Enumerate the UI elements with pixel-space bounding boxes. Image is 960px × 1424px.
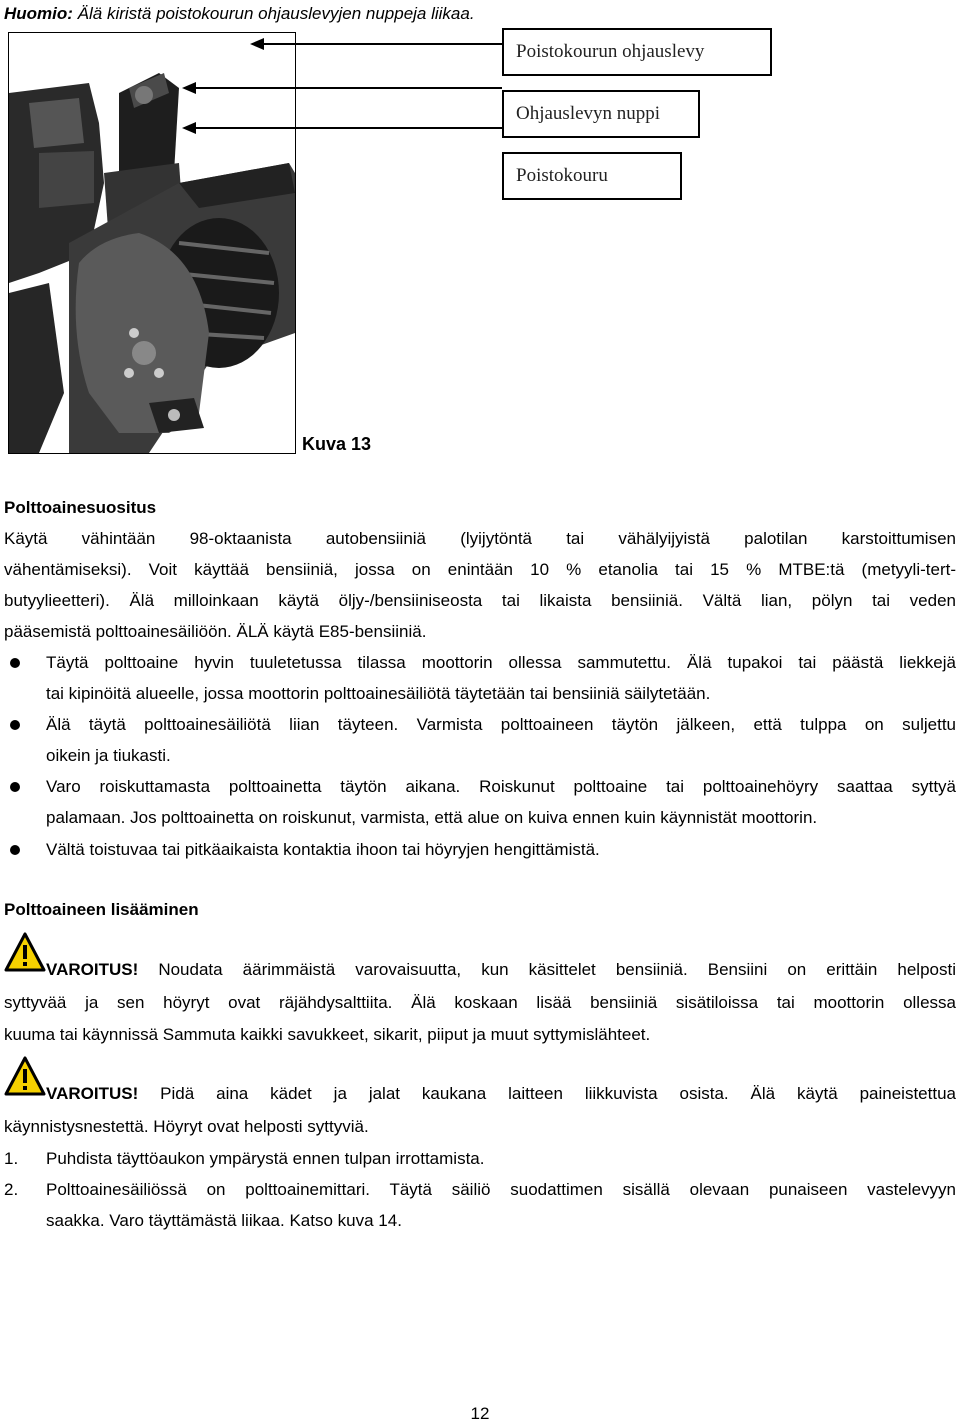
bullet-line: oikein ja tiukasti. xyxy=(46,746,171,765)
arrowheads xyxy=(180,80,270,150)
paragraph-line: kuuma tai käynnissä Sammuta kaikki savukkeet, sikarit, piiput ja muut syttymislähteet. xyxy=(4,1025,651,1044)
page-number: 12 xyxy=(470,1404,490,1423)
bullet-icon xyxy=(10,845,20,855)
warning-triangle-icon xyxy=(4,932,46,972)
figure-caption: Kuva 13 xyxy=(302,434,372,454)
bullet-line: Vältä toistuvaa tai pitkäaikaista kontaktia ihoon tai höyryjen hengittämistä. xyxy=(46,840,600,859)
paragraph-line: Käytä vähintään 98-oktaanista autobensiiniä (lyijytöntä tai vähälyijyistä palotilan karstoittumisen xyxy=(4,529,956,548)
caution-label: Huomio: xyxy=(4,4,73,23)
caution-text: Älä kiristä poistokourun ohjauslevyjen nuppeja liikaa. xyxy=(72,4,475,23)
warning-label: VAROITUS! xyxy=(46,1084,139,1103)
callout-discharge-chute xyxy=(502,152,682,200)
numbered-step xyxy=(4,1143,956,1174)
bullet-line: Täytä polttoaine hyvin tuuletetussa tilassa moottorin ollessa sammutettu. Älä tupakoi tai päästä liekkejä xyxy=(46,653,956,672)
callout-arrows xyxy=(240,30,520,200)
callout-chute-deflector xyxy=(502,28,772,76)
warning-line xyxy=(46,954,956,985)
step-line: saakka. Varo täyttämästä liikaa. Katso kuva 14. xyxy=(46,1211,402,1230)
paragraph-line: vähentämiseksi). Voit käyttää bensiiniä, jossa on enintään 10 % etanolia tai 15 % MTBE:tä (metyyli-tert- xyxy=(4,560,956,579)
section-title-adding-fuel: Polttoaineen lisääminen xyxy=(4,900,199,919)
step-number: 1. xyxy=(4,1149,19,1168)
warning-label: VAROITUS! xyxy=(46,960,139,979)
paragraph-line: butyylieetteri). Älä milloinkaan käytä öljy-/bensiiniseosta tai likaista bensiiniä. Vältä lian, pölyn tai veden xyxy=(4,591,956,610)
bullet-icon xyxy=(10,658,20,668)
callout-label: Ohjauslevyn nuppi xyxy=(516,103,661,124)
callout-label: Poistokourun ohjauslevy xyxy=(516,41,705,62)
bullet-line: palamaan. Jos polttoainetta on roiskunut, varmista, että alue on kuiva ennen kuin käynnistät moottorin. xyxy=(46,808,818,827)
paragraph-line: syttyvää ja sen höyryt ovat räjähdysalttiita. Älä koskaan lisää bensiiniä sisätiloissa tai moottorin ollessa xyxy=(4,993,956,1012)
bullet-item xyxy=(4,709,956,771)
callout-label: Poistokouru xyxy=(516,165,608,186)
bullet-icon xyxy=(10,782,20,792)
step-number: 2. xyxy=(4,1180,19,1199)
section-title-fuel-recommendation: Polttoainesuositus xyxy=(4,498,157,517)
bullet-item xyxy=(4,771,956,833)
paragraph-line: pääsemistä polttoainesäiliöön. ÄLÄ käytä E85-bensiiniä. xyxy=(4,622,427,641)
step-line: Polttoainesäiliössä on polttoainemittari. Täytä säiliö suodattimen sisällä olevaan punaiseen vastelevyyn xyxy=(46,1180,956,1199)
caution-note xyxy=(4,4,475,24)
callout-deflector-knob xyxy=(502,90,700,138)
numbered-step xyxy=(4,1174,956,1236)
bullet-icon xyxy=(10,720,20,730)
warning-text: Pidä aina kädet ja jalat kaukana laitteen liikkuvista osista. Älä käytä paineistettua xyxy=(138,1084,956,1103)
warning-text: Noudata äärimmäistä varovaisuutta, kun käsittelet bensiiniä. Bensiini on erittäin helposti xyxy=(138,960,956,979)
paragraph-line: käynnistysnestettä. Höyryt ovat helposti syttyviä. xyxy=(4,1117,369,1136)
bullet-item xyxy=(4,647,956,709)
bullet-item xyxy=(4,834,956,865)
bullet-line: Varo roiskuttamasta polttoainetta täytön aikana. Roiskunut polttoaine tai polttoainehöyry saattaa syttyä xyxy=(46,777,956,796)
bullet-line: Älä täytä polttoainesäiliötä liian täyteen. Varmista polttoaineen täytön jälkeen, että tulppa on suljettu xyxy=(46,715,956,734)
step-line: Puhdista täyttöaukon ympärystä ennen tulpan irrottamista. xyxy=(46,1149,485,1168)
warning-line xyxy=(46,1078,956,1109)
bullet-line: tai kipinöitä alueelle, jossa moottorin polttoainesäiliötä täytetään tai bensiiniä säilytetään. xyxy=(46,684,711,703)
warning-triangle-icon xyxy=(4,1056,46,1096)
